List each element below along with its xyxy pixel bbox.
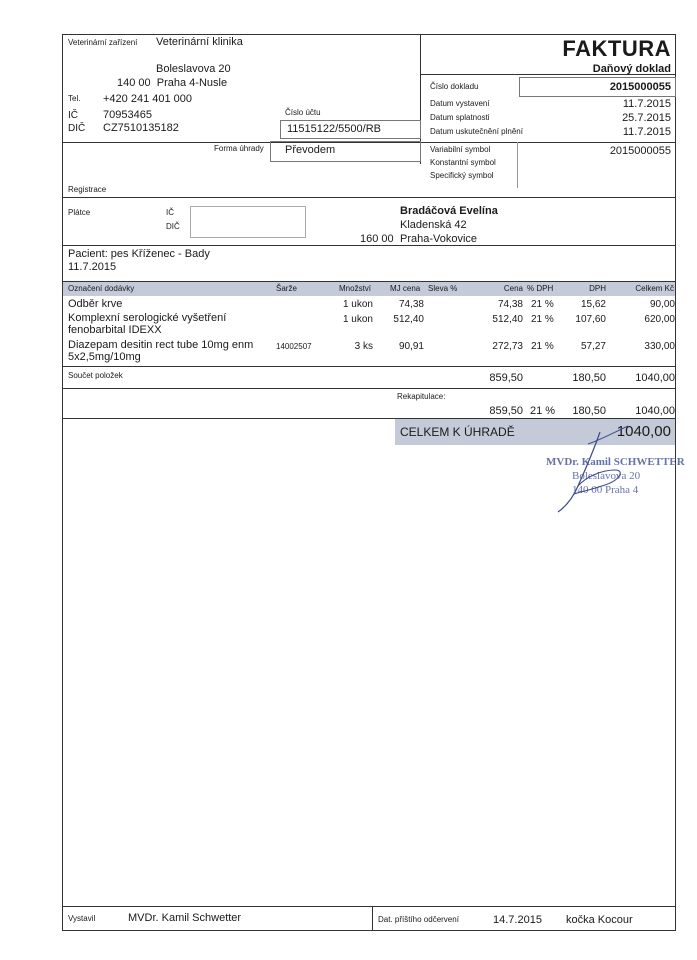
row1-unit-price: 74,38 (398, 299, 424, 310)
footer-divider (372, 906, 373, 931)
payer-ic-label: IČ (166, 208, 174, 217)
row3-qty: 3 ks (354, 341, 373, 352)
recap-label: Rekapitulace: (397, 392, 446, 401)
payer-city: Praha-Vokovice (400, 233, 478, 245)
row2-price: 512,40 (492, 314, 523, 325)
grand-total-value: 1040,00 (616, 423, 671, 440)
next-deworm-date: 14.7.2015 (493, 914, 542, 926)
recap-price: 859,50 (489, 405, 523, 417)
row3-batch: 14002507 (276, 342, 312, 351)
vs-divider (517, 142, 518, 188)
stamp (546, 455, 685, 497)
clinic-label: Veterinární zařízení (68, 38, 138, 47)
stamp-line1: MVDr. Kamil SCHWETTER (546, 456, 685, 468)
issued-label: Vystavil (68, 914, 96, 923)
th-item: Označení dodávky (68, 284, 135, 293)
row3-item2: 5x2,5mg/10mg (68, 351, 141, 363)
row3-total: 330,00 (644, 341, 675, 352)
account-label: Číslo účtu (285, 108, 321, 117)
row2-vat-pct: 21 % (531, 314, 554, 325)
frame-left (62, 34, 63, 931)
row1-item: Odběr krve (68, 298, 123, 310)
row2-unit-price: 512,40 (393, 314, 424, 325)
docinfo-bottom-line (420, 142, 676, 143)
row3-price: 272,73 (492, 341, 523, 352)
th-discount: Sleva % (428, 284, 458, 293)
ss-label: Specifický symbol (430, 171, 494, 180)
clinic-street: Boleslavova 20 (156, 63, 231, 75)
taxable-value: 11.7.2015 (622, 126, 671, 138)
next-deworm-note: kočka Kocour (566, 914, 633, 926)
row2-item2: fenobarbital IDEXX (68, 324, 162, 336)
payer-name: Bradáčová Evelína (400, 205, 498, 217)
recap-vat: 180,50 (572, 405, 606, 417)
payer-label: Plátce (68, 208, 91, 217)
clinic-ic: 70953465 (103, 109, 152, 121)
issue-label: Datum vystavení (430, 99, 490, 108)
clinic-dic: CZ7510135182 (103, 122, 179, 134)
payer-ic-box (190, 206, 306, 238)
row1-total: 90,00 (649, 299, 675, 310)
payer-dic-label: DIČ (166, 222, 180, 231)
issued-by: MVDr. Kamil Schwetter (128, 912, 242, 924)
clinic-ic-label: IČ (68, 110, 78, 121)
doc-number-label: Číslo dokladu (430, 82, 479, 91)
sum-vat: 180,50 (572, 372, 606, 384)
stamp-line3: 140 00 Praha 4 (572, 484, 639, 496)
row1-qty: 1 ukon (342, 299, 373, 310)
section-line-2 (62, 245, 676, 246)
payment-label: Forma úhrady (214, 144, 264, 153)
clinic-city: 140 00 Praha 4-Nusle (117, 77, 228, 89)
grand-total-label: CELKEM K ÚHRADĚ (400, 425, 515, 439)
frame-bottom (62, 930, 676, 931)
patient-date: 11.7.2015 (68, 261, 117, 273)
next-deworm-label: Dat. příštího odčervení (378, 915, 459, 924)
recap-total: 1040,00 (635, 405, 675, 417)
sum-label: Součet položek (68, 371, 123, 380)
ks-label: Konstantní symbol (430, 158, 496, 167)
row3-vat: 57,27 (580, 341, 606, 352)
row2-item: Komplexní serologické vyšetření (68, 312, 227, 324)
th-batch: Šarže (276, 284, 297, 293)
vs-value: 2015000055 (609, 145, 671, 157)
account-value: 11515122/5500/RB (287, 123, 381, 135)
th-vat: DPH (589, 284, 606, 293)
doc-subtitle: Daňový doklad (592, 63, 671, 75)
sum-price: 859,50 (489, 372, 523, 384)
clinic-dic-label: DIČ (68, 123, 86, 134)
row3-unit-price: 90,91 (398, 341, 424, 352)
issue-value: 11.7.2015 (622, 98, 671, 110)
sum-line-bottom (62, 388, 676, 389)
th-price: Cena (503, 284, 523, 293)
row2-total: 620,00 (644, 314, 675, 325)
sum-total: 1040,00 (635, 372, 675, 384)
due-label: Datum splatnosti (430, 113, 490, 122)
payment-value: Převodem (285, 144, 336, 156)
vs-label: Variabilní symbol (430, 145, 491, 154)
th-total: Celkem Kč (635, 284, 674, 293)
th-qty: Množství (339, 284, 372, 293)
row2-vat: 107,60 (575, 314, 606, 325)
th-unit-price: MJ cena (390, 284, 421, 293)
table-header-line (62, 281, 676, 282)
clinic-tel-label: Tel. (68, 94, 81, 103)
recap-vat-pct: 21 % (530, 405, 556, 417)
clinic-tel: +420 241 401 000 (103, 93, 193, 105)
due-value: 25.7.2015 (622, 112, 671, 124)
payer-street: Kladenská 42 (400, 219, 467, 231)
taxable-label: Datum uskutečnění plnění (430, 127, 523, 136)
doc-title: FAKTURA (562, 36, 671, 61)
row2-qty: 1 ukon (342, 314, 373, 325)
clinic-name: Veterinární klinika (156, 36, 243, 48)
section-line-1 (62, 197, 676, 198)
doc-number: 2015000055 (609, 81, 671, 93)
row1-vat: 15,62 (580, 299, 606, 310)
patient-line: Pacient: pes Kříženec - Bady (68, 248, 210, 260)
stamp-line2: Boleslavova 20 (572, 470, 641, 482)
sum-line-top (62, 366, 676, 367)
row1-price: 74,38 (497, 299, 523, 310)
th-vat-pct: % DPH (527, 284, 554, 293)
row3-vat-pct: 21 % (531, 341, 554, 352)
registration-label: Registrace (68, 185, 107, 194)
frame-top (62, 34, 676, 35)
footer-line (62, 906, 676, 907)
row1-vat-pct: 21 % (531, 299, 554, 310)
row3-item: Diazepam desitin rect tube 10mg enm (68, 339, 254, 351)
payer-zip: 160 00 (360, 233, 394, 245)
